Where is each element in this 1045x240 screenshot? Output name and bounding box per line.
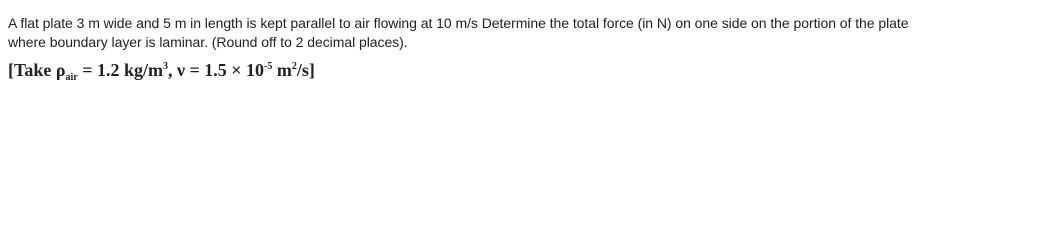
question-line-2: where boundary layer is laminar. (Round off to 2 decimal places). (8, 34, 408, 50)
nu-unit: m (272, 60, 292, 80)
rho-value: = 1.2 kg/m (77, 60, 163, 80)
nu-unit-exponent: 2 (291, 61, 297, 72)
given-data-line (8, 56, 315, 89)
question-document (0, 0, 1045, 88)
question-text (8, 14, 1038, 52)
rho-exponent: 3 (162, 61, 168, 72)
nu-exponent: -5 (264, 61, 273, 72)
given-open: [Take ρ (8, 60, 66, 80)
given-close: /s] (296, 60, 315, 80)
nu-value: , ν = 1.5 × 10 (167, 60, 265, 80)
question-line-1: A flat plate 3 m wide and 5 m in length is kept parallel to air flowing at 10 m/s Determine the total force (in N) on one side on the portion of the plate (8, 15, 909, 31)
rho-subscript: air (65, 72, 78, 83)
